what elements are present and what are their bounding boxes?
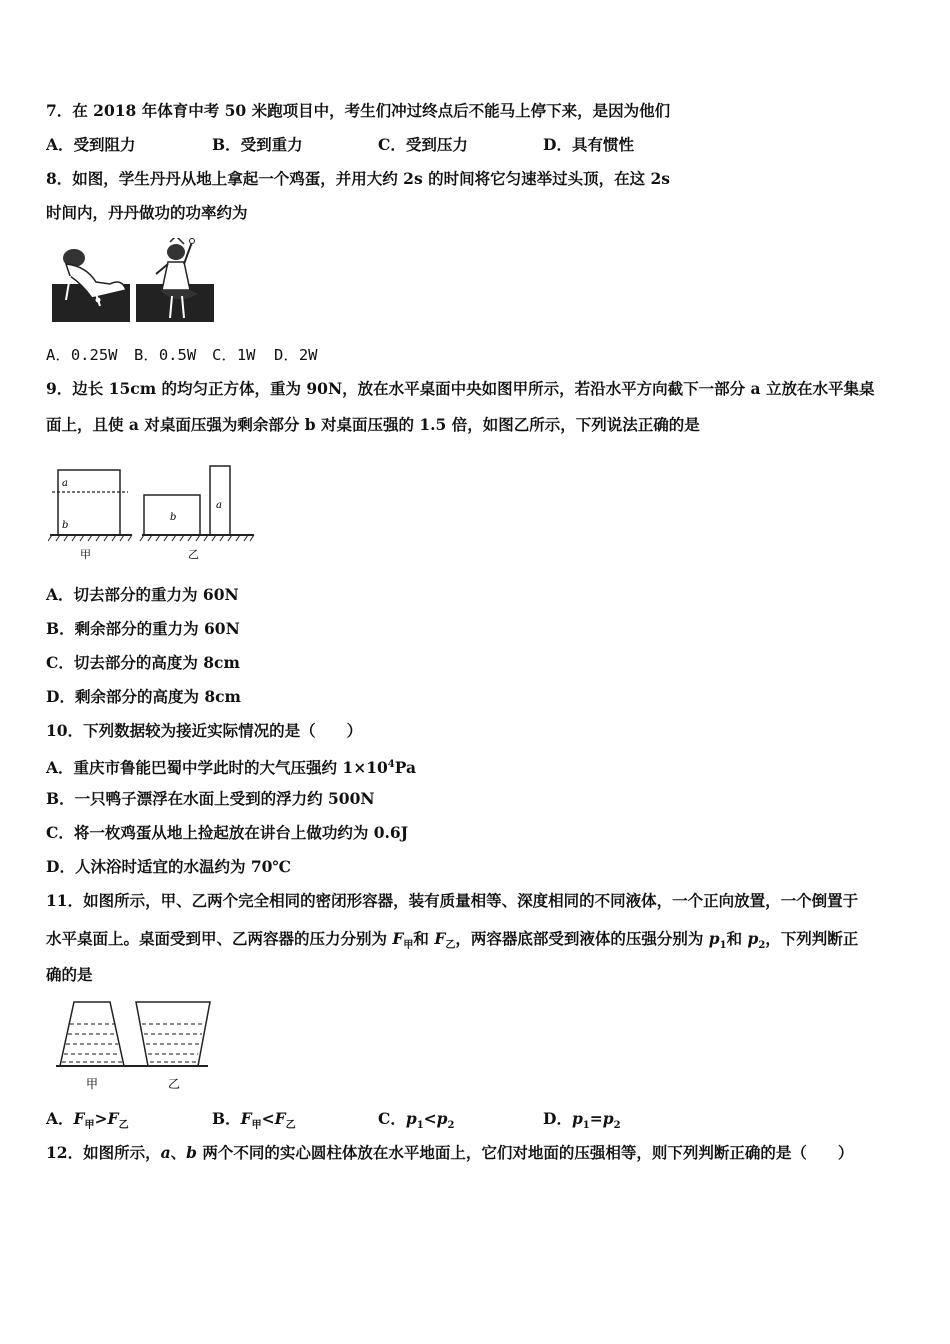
q9-figure-cube-cut (48, 462, 258, 562)
q11-option-c-label: C． (378, 1109, 406, 1128)
q7-option-b: B．受到重力 (212, 135, 303, 154)
q9-option-c: C．切去部分的高度为 8cm (46, 653, 240, 672)
q8-option-c: C．1W (212, 346, 256, 364)
q8-option-a: A．0.25W (46, 346, 118, 364)
q11-option-a-label: A． (46, 1109, 74, 1128)
q10-option-c: C．将一枚鸡蛋从地上捡起放在讲台上做功约为 0.6J (46, 823, 409, 842)
q11-sub-2: 2 (758, 940, 766, 952)
q11-option-d-label: D． (543, 1109, 572, 1128)
q11-sub-1: 1 (719, 940, 727, 952)
q11-p1: p (708, 929, 720, 948)
q7-option-c: C．受到压力 (378, 135, 468, 154)
q9-label-a-yi: a (216, 500, 222, 511)
q11-p2: p (747, 929, 759, 948)
q11-stem-line2 (46, 928, 858, 957)
q11-sub-yi: 乙 (445, 940, 456, 952)
q11-option-d-p2: p (602, 1109, 614, 1128)
q11-figure-containers (48, 996, 218, 1094)
q11-label-jia: 甲 (86, 1077, 99, 1091)
q10-option-a-unit: Pa (394, 758, 417, 778)
q11-stem-line3: 确的是 (46, 965, 93, 984)
q11-option-a-sub1: 甲 (84, 1120, 95, 1132)
q12-sep: 、 (170, 1143, 187, 1162)
q11-F-jia: F (392, 929, 404, 948)
q11-stem-line2-part3: ，下列判断正 (765, 929, 859, 948)
q11-option-d-op: = (589, 1109, 603, 1128)
q11-sub-jia: 甲 (403, 940, 414, 952)
q9-option-a: A．切去部分的重力为 60N (46, 585, 239, 604)
q8-figure-girl-lifting-egg (52, 238, 216, 324)
q11-option-c-p1: p (405, 1109, 417, 1128)
q10-option-a-text: A．重庆市鲁能巴蜀中学此时的大气压强约 1×10 (46, 758, 388, 778)
q11-option-c (378, 1108, 454, 1137)
q11-option-b-sub1: 甲 (251, 1120, 262, 1132)
q10-option-d: D．人沐浴时适宜的水温约为 70℃ (46, 857, 291, 876)
q10-stem: 10．下列数据较为接近实际情况的是（ ） (46, 721, 363, 740)
q9-option-d: D．剩余部分的高度为 8cm (46, 687, 241, 706)
q12-stem-pre: 12．如图所示， (46, 1143, 161, 1162)
q7-option-a: A．受到阻力 (46, 135, 136, 154)
q11-option-b-op: < (261, 1109, 275, 1128)
q11-F-yi: F (434, 929, 446, 948)
q9-label-b-jia: b (62, 520, 69, 531)
q8-option-d: D．2W (274, 346, 318, 364)
q11-option-a-F2: F (107, 1109, 119, 1128)
q11-option-a (46, 1108, 129, 1137)
q12-b: b (186, 1143, 197, 1162)
q11-and: 和 (413, 929, 435, 948)
q9-stem-line2: 面上，且使 a 对桌面压强为剩余部分 b 对桌面压强的 1.5 倍，如图乙所示，下列说法正确的是 (46, 415, 700, 434)
q10-option-a-exponent: 4 (387, 759, 395, 770)
q9-stem-line1: 9．边长 15cm 的均匀正方体，重为 90N，放在水平桌面中央如图甲所示，若沿水平方向截下一部分 a 立放在水平集桌 (46, 379, 875, 398)
q9-label-b-yi: b (170, 512, 177, 523)
q11-option-d-sub1: 1 (582, 1120, 590, 1132)
q11-option-b-sub2: 乙 (285, 1120, 296, 1132)
q11-option-a-F1: F (73, 1109, 85, 1128)
q11-option-d-p1: p (571, 1109, 583, 1128)
q11-option-c-p2: p (436, 1109, 448, 1128)
q12-a: a (160, 1143, 171, 1162)
q9-label-a-jia: a (62, 478, 68, 489)
q11-option-c-op: < (423, 1109, 437, 1128)
q11-stem-line2-part2: ，两容器底部受到液体的压强分别为 (455, 929, 709, 948)
q9-label-jia: 甲 (80, 548, 91, 561)
q11-option-c-sub1: 1 (416, 1120, 424, 1132)
q11-option-b-F2: F (274, 1109, 286, 1128)
q11-stem-line2-part1: 水平桌面上。桌面受到甲、乙两容器的压力分别为 (46, 929, 393, 948)
q8-stem-line1: 8．如图，学生丹丹从地上拿起一个鸡蛋，并用大约 2s 的时间将它匀速举过头顶，在这 2s (46, 169, 670, 188)
q7-stem: 7．在 2018 年体育中考 50 米跑项目中，考生们冲过终点后不能马上停下来，是因为他们 (46, 101, 671, 120)
q11-stem-line1: 11．如图所示，甲、乙两个完全相同的密闭形容器，装有质量相等、深度相同的不同液体，一个正向放置，一个倒置于 (46, 891, 859, 910)
q10-option-a (46, 754, 416, 779)
q11-option-b-label: B． (212, 1109, 241, 1128)
q9-option-b: B．剩余部分的重力为 60N (46, 619, 240, 638)
q8-option-b: B．0.5W (134, 346, 197, 364)
q10-option-b: B．一只鸭子漂浮在水面上受到的浮力约 500N (46, 789, 375, 808)
q11-option-c-sub2: 2 (447, 1120, 455, 1132)
q11-option-d (543, 1108, 621, 1137)
q12-stem-post: 两个不同的实心圆柱体放在水平地面上，它们对地面的压强相等，则下列判断正确的是（ ） (196, 1143, 854, 1162)
q8-stem-line2: 时间内，丹丹做功的功率约为 (46, 203, 248, 222)
q11-option-a-sub2: 乙 (118, 1120, 129, 1132)
q11-option-b-F1: F (240, 1109, 252, 1128)
q11-label-yi: 乙 (168, 1077, 181, 1091)
q12-stem (46, 1142, 853, 1164)
q11-and-2: 和 (726, 929, 748, 948)
q7-option-d: D．具有惯性 (543, 135, 634, 154)
q11-option-b (212, 1108, 296, 1137)
q9-label-yi: 乙 (188, 548, 199, 561)
q11-option-a-op: > (94, 1109, 108, 1128)
q11-option-d-sub2: 2 (613, 1120, 621, 1132)
